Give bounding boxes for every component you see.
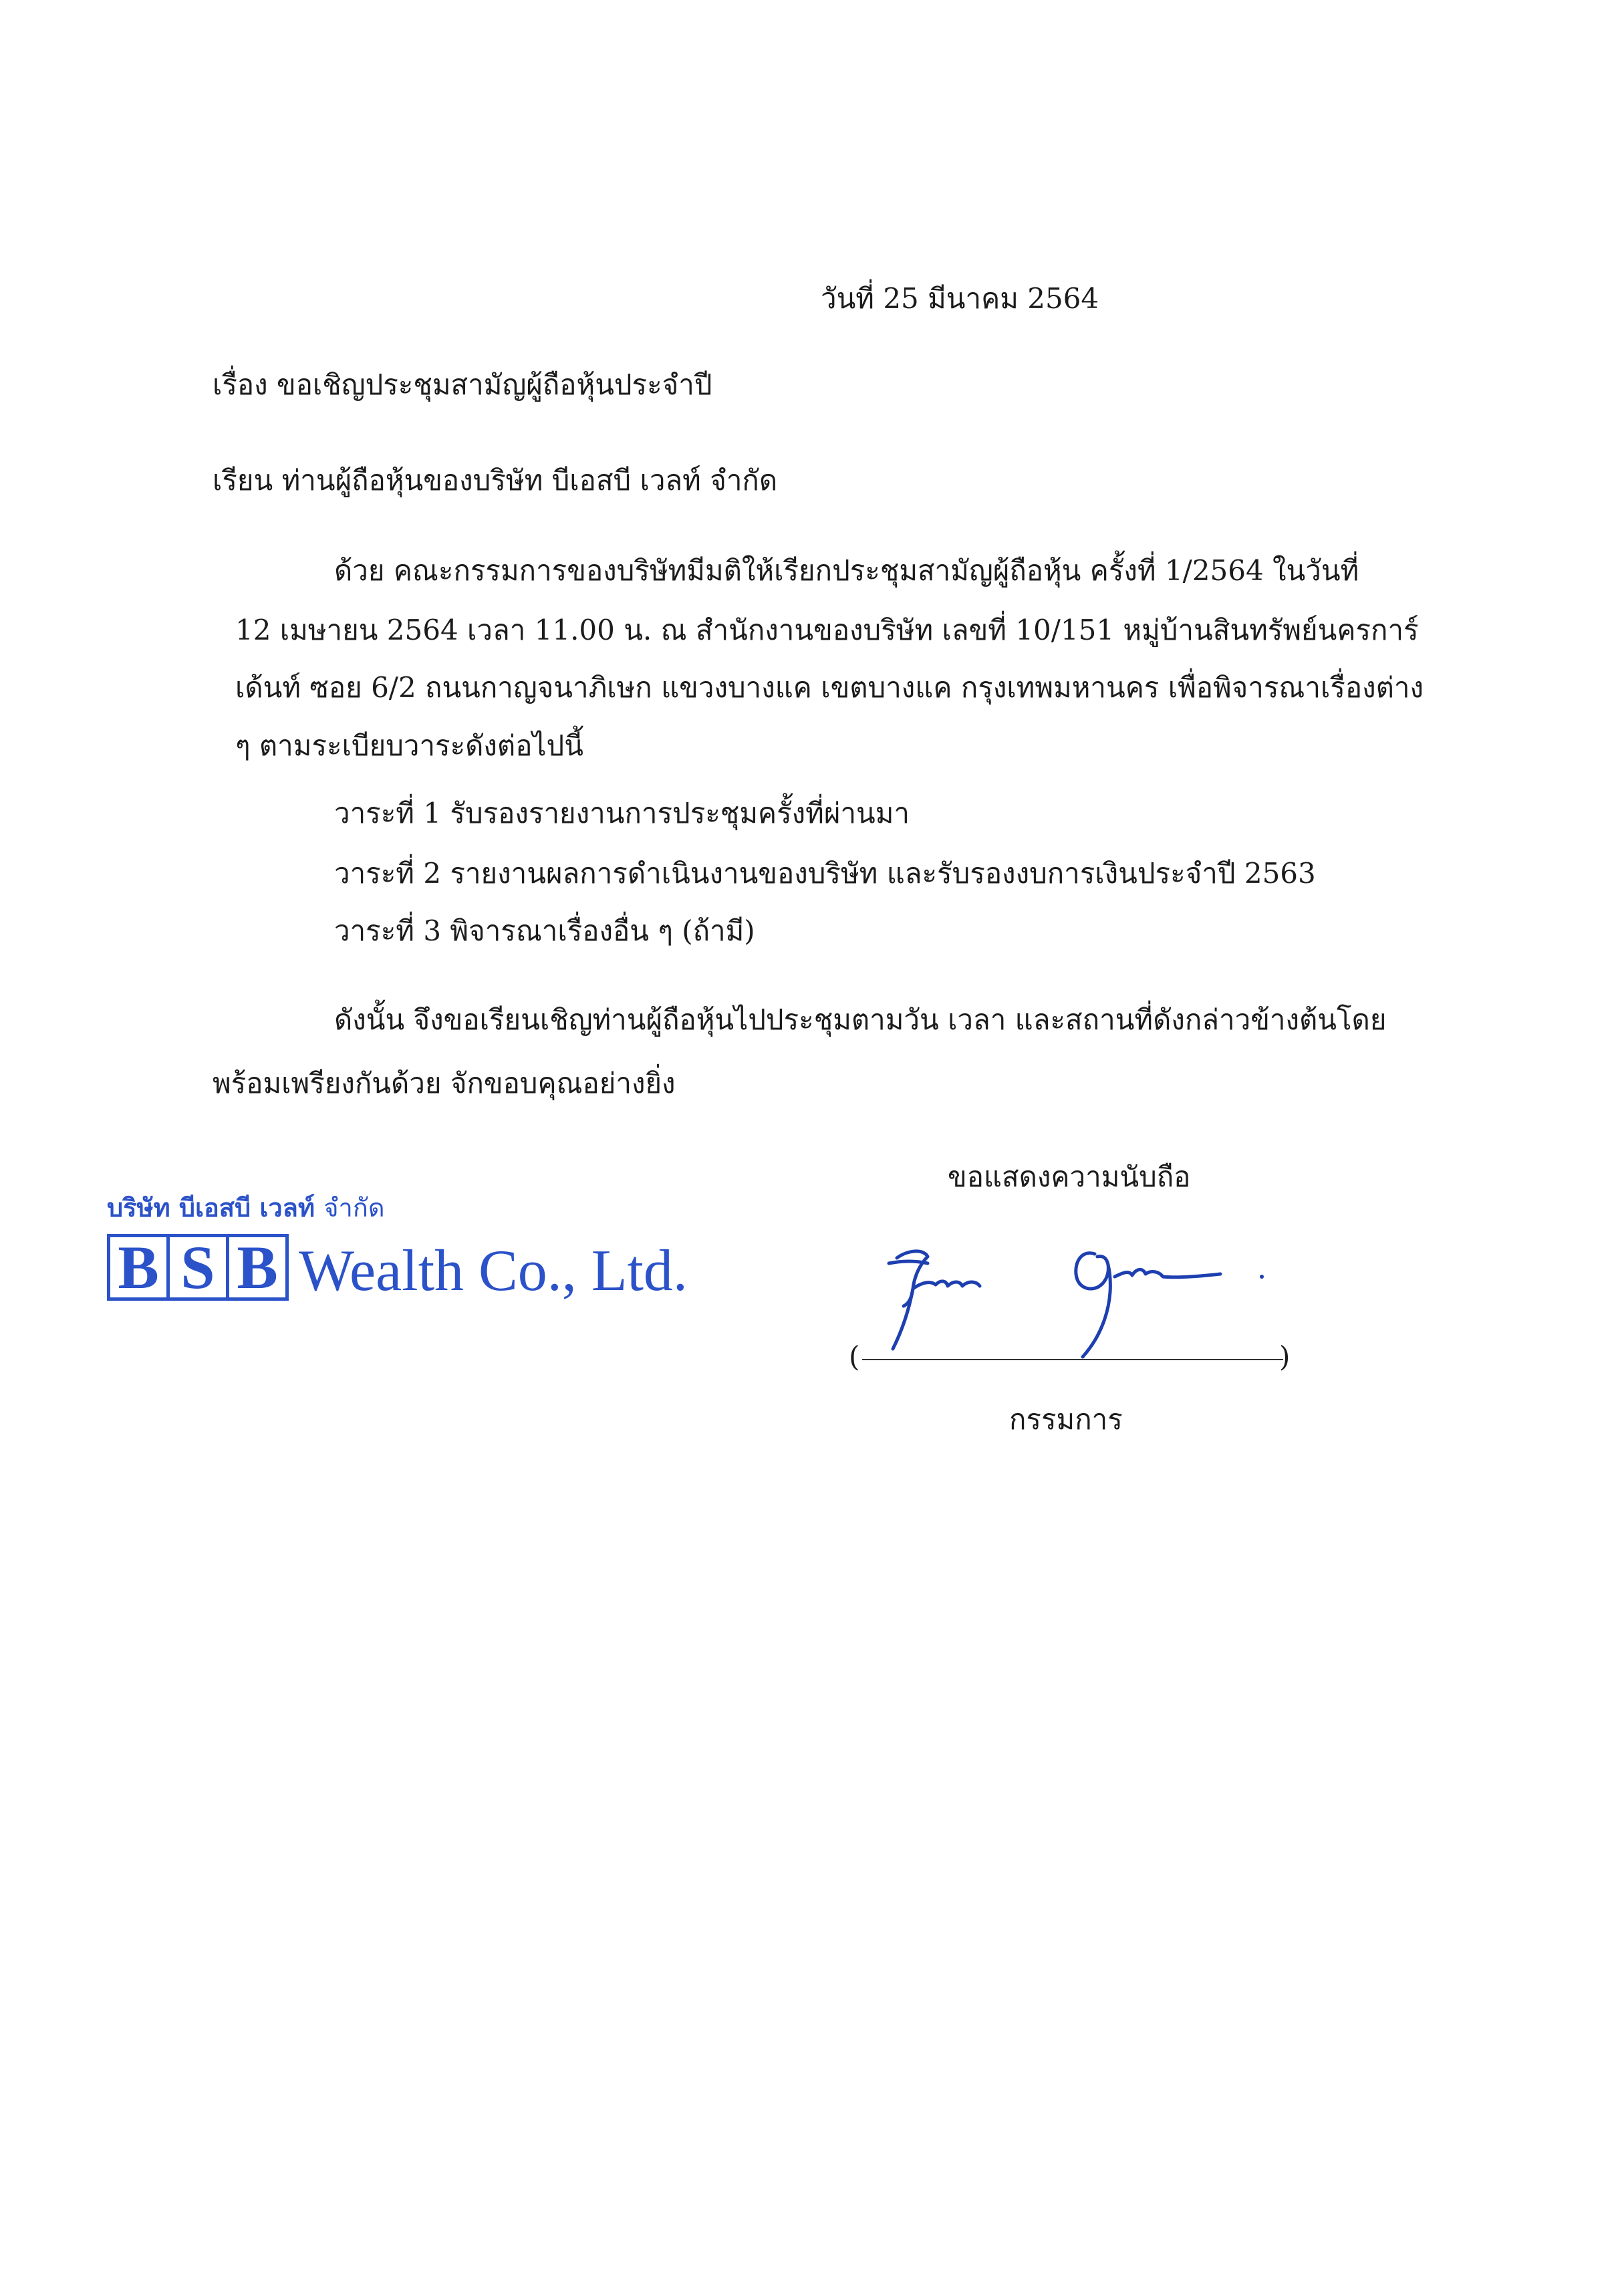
handwritten-signature <box>889 1251 1220 1357</box>
paragraph-line: 12 เมษายน 2564 เวลา 11.00 น. ณ สำนักงานของบริษัท เลขที่ 10/151 หมู่บ้านสินทรัพย์นครการ์ <box>235 614 1419 646</box>
signature-block <box>849 1223 1290 1377</box>
letter-salutation: เรียน ท่านผู้ถือหุ้นของบริษัท บีเอสบี เวลท์ จำกัด <box>213 464 778 497</box>
paragraph-line: พร้อมเพรียงกันด้วย จักขอบคุณอย่างยิ่ง <box>213 1067 676 1100</box>
signatory-position: กรรมการ <box>1009 1403 1123 1436</box>
agenda-item: วาระที่ 1 รับรองรายงานการประชุมครั้งที่ผ่านมา <box>334 797 910 830</box>
bsb-logo <box>107 1234 688 1301</box>
letter-subject: เรื่อง ขอเชิญประชุมสามัญผู้ถือหุ้นประจำปี <box>213 368 712 401</box>
stamp-thai-name-suffix: จำกัด <box>323 1193 385 1223</box>
agenda-item: วาระที่ 2 รายงานผลการดำเนินงานของบริษัท และรับรองงบการเงินประจำปี 2563 <box>334 857 1316 890</box>
signature-dot <box>1260 1275 1264 1279</box>
bsb-letter-box: S <box>166 1234 229 1301</box>
paragraph-line: เด้นท์ ซอย 6/2 ถนนกาญจนาภิเษก แขวงบางแค เขตบางแค กรุงเทพมหานคร เพื่อพิจารณาเรื่องต่าง <box>235 671 1424 704</box>
bsb-letter-box: B <box>107 1234 170 1301</box>
letter-date: วันที่ 25 มีนาคม 2564 <box>821 282 1099 315</box>
agenda-item: วาระที่ 3 พิจารณาเรื่องอื่น ๆ (ถ้ามี) <box>334 914 755 947</box>
paragraph-line: ด้วย คณะกรรมการของบริษัทมีมติให้เรียกประชุมสามัญผู้ถือหุ้น ครั้งที่ 1/2564 ในวันที่ <box>334 554 1359 587</box>
stamp-thai-name <box>107 1187 385 1228</box>
closing-phrase: ขอแสดงความนับถือ <box>948 1160 1191 1193</box>
bsb-letter-box: B <box>226 1234 289 1301</box>
paren-open: ( <box>849 1340 860 1373</box>
paragraph-line: ดังนั้น จึงขอเรียนเชิญท่านผู้ถือหุ้นไปประชุมตามวัน เวลา และสถานที่ดังกล่าวข้างต้นโดย <box>334 1003 1387 1036</box>
paragraph-line: ๆ ตามระเบียบวาระดังต่อไปนี้ <box>235 729 583 762</box>
paren-close: ) <box>1279 1340 1290 1373</box>
stamp-english-name: Wealth Co., Ltd. <box>299 1239 688 1303</box>
stamp-thai-name-bold: บริษัท บีเอสบี เวลท์ <box>107 1193 315 1223</box>
